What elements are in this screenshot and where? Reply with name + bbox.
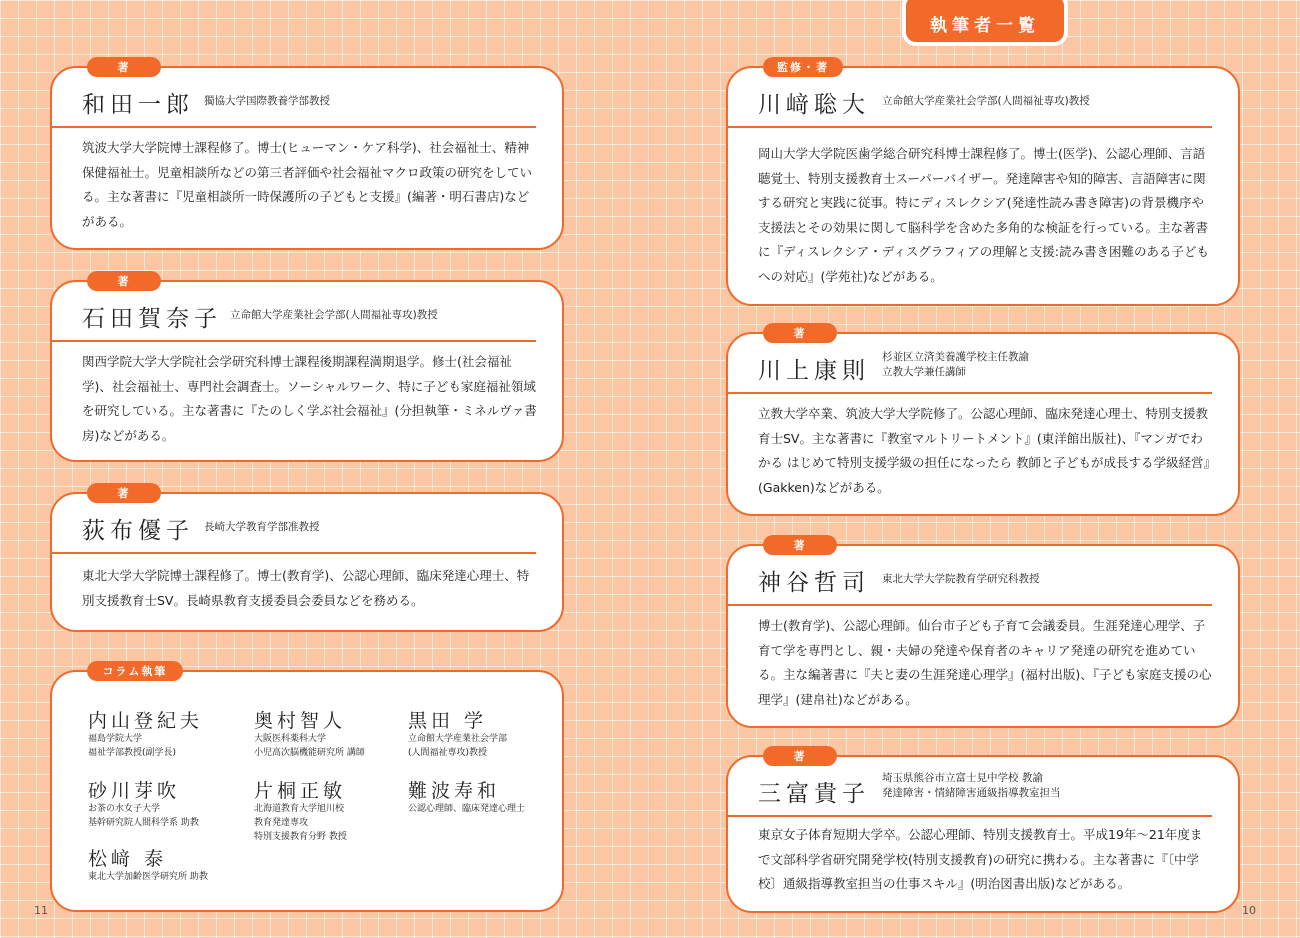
author-bio: 博士(教育学)、公認心理師。仙台市子ども子育て会議委員。生涯発達心理学、子育て学を専門とし、親・夫婦の発達や保育者のキャリア発達の研究を進めている。主な編著書に『夫と妻の生涯発達心理学』(福村出版)、『子ども家庭支援の心理学』(建帛社)などがある。 — [758, 618, 1212, 707]
column-writer-name: 松﨑 泰 — [88, 848, 168, 870]
author-affiliation: 立命館大学産業社会学部(人間福祉専攻)教授 — [882, 95, 1090, 107]
author-card-wada — [50, 61, 564, 250]
author-card-ogino — [50, 487, 564, 632]
page-number-left: 11 — [34, 904, 48, 917]
column-writer-affiliation: 公認心理師、臨床発達心理士 — [408, 804, 526, 814]
author-bio: 東北大学大学院博士課程修了。博士(教育学)、公認心理師、臨床発達心理士、特別支援教育士SV。長崎県教育支援委員会委員などを務める。 — [82, 568, 530, 608]
author-affiliation: 杉並区立済美養護学校主任教諭 立教大学兼任講師 — [882, 351, 1029, 378]
column-writer-name: 奥村智人 — [254, 710, 347, 732]
column-writer-affiliation: 立命館大学産業社会学部 (人間福祉専攻)教授 — [408, 734, 508, 758]
author-card-kamiya — [726, 539, 1240, 728]
author-card-kawakami — [726, 327, 1240, 516]
author-name: 川﨑聡大 — [758, 92, 870, 118]
divider — [52, 340, 536, 342]
divider — [728, 815, 1212, 817]
divider — [728, 604, 1212, 606]
book-spine — [648, 0, 652, 938]
role-tag: 著 — [87, 57, 161, 77]
author-affiliation: 東北大学大学院教育学研究科教授 — [882, 573, 1040, 585]
role-tag: 著 — [763, 746, 837, 766]
divider — [52, 552, 536, 554]
column-writer-affiliation: 大阪医科薬科大学 小児高次脳機能研究所 講師 — [254, 734, 365, 758]
column-writer-name: 難波寿和 — [408, 780, 501, 802]
author-bio: 岡山大学大学院医歯学総合研究科博士課程修了。博士(医学)、公認心理師、言語聴覚士、特別支援教育士スーパーバイザー。発達障害や知的障害、言語障害に関する研究と実践に従事。特にディスレクシア(発達性読み書き障害)の背景機序や支援法とその効果に関して脳科学を含めた多角的な検証を行っている。主な著書に『ディスレクシア・ディスグラフィアの理解と支援:読み書き困難のある子どもへの対応』(学苑社)などがある。 — [758, 146, 1209, 284]
author-affiliation: 埼玉県熊谷市立富士見中学校 教諭 発達障害・情緒障害通級指導教室担当 — [882, 772, 1061, 799]
column-writer-affiliation: お茶の水女子大学 基幹研究院人間科学系 助教 — [88, 804, 199, 828]
author-bio: 東京女子体育短期大学卒。公認心理師、特別支援教育士。平成19年～21年度まで文部科学省研究開発学校(特別支援教育)の研究に携わる。主な著書に『〔中学校〕通級指導教室担当の仕事スキル』(明治図書出版)などがある。 — [758, 827, 1203, 891]
divider — [728, 392, 1212, 394]
column-writer-name: 片桐正敏 — [254, 780, 347, 802]
author-name: 神谷哲司 — [758, 570, 870, 596]
author-bio: 関西学院大学大学院社会学研究科博士課程後期課程満期退学。修士(社会福祉学)、社会福祉士、専門社会調査士。ソーシャルワーク、特に子ども家庭福祉領域を研究している。主な著書に『たのしく学ぶ社会福祉』(分担執筆・ミネルヴァ書房)などがある。 — [82, 354, 537, 443]
author-name: 三富貴子 — [758, 781, 870, 807]
author-card-ishida — [50, 275, 564, 462]
column-writer-affiliation: 北海道教育大学旭川校 教育発達専攻 特別支援教育分野 教授 — [254, 804, 347, 842]
column-writer-name: 黒田 学 — [408, 710, 488, 732]
author-affiliation: 立命館大学産業社会学部(人間福祉専攻)教授 — [230, 309, 438, 321]
author-name: 川上康則 — [758, 358, 870, 384]
author-name: 石田賀奈子 — [82, 306, 222, 332]
page-number-right: 10 — [1242, 904, 1256, 917]
column-writer-affiliation: 東北大学加齢医学研究所 助教 — [88, 872, 208, 882]
column-writer-affiliation: 福島学院大学 福祉学部教授(副学長) — [88, 734, 177, 758]
author-name: 和田一郎 — [82, 92, 194, 118]
column-writer-name: 内山登紀夫 — [88, 710, 204, 732]
role-tag: 著 — [763, 323, 837, 343]
author-affiliation: 長崎大学教育学部准教授 — [204, 521, 320, 533]
section-title: 執筆者一覧 — [902, 0, 1068, 46]
column-writers-card — [50, 665, 564, 912]
role-tag: 著 — [763, 535, 837, 555]
author-card-mitomi — [726, 750, 1240, 913]
author-bio: 立教大学卒業、筑波大学大学院修了。公認心理師、臨床発達心理士、特別支援教育士SV。主な著書に『教室マルトリートメント』(東洋館出版社)、『マンガでわかる はじめて特別支援学級の担任になったら 教師と子どもが成長する学級経営』(Gakken)などがある。 — [758, 406, 1210, 495]
author-affiliation: 獨協大学国際教養学部教授 — [204, 95, 330, 107]
role-tag: 監修・著 — [763, 57, 843, 77]
divider — [52, 126, 536, 128]
role-tag: 著 — [87, 483, 161, 503]
column-writer-name: 砂川芽吹 — [88, 780, 181, 802]
divider — [728, 126, 1212, 128]
role-tag: 著 — [87, 271, 161, 291]
author-name: 荻布優子 — [82, 518, 194, 544]
author-card-kawasaki — [726, 61, 1240, 306]
author-bio: 筑波大学大学院博士課程修了。博士(ヒューマン・ケア科学)、社会福祉士、精神保健福祉士。児童相談所などの第三者評価や社会福祉マクロ政策の研究をしている。主な著書に『児童相談所一時保護所の子どもと支援』(編著・明石書店)などがある。 — [82, 140, 533, 229]
role-tag: コラム執筆 — [87, 661, 183, 681]
